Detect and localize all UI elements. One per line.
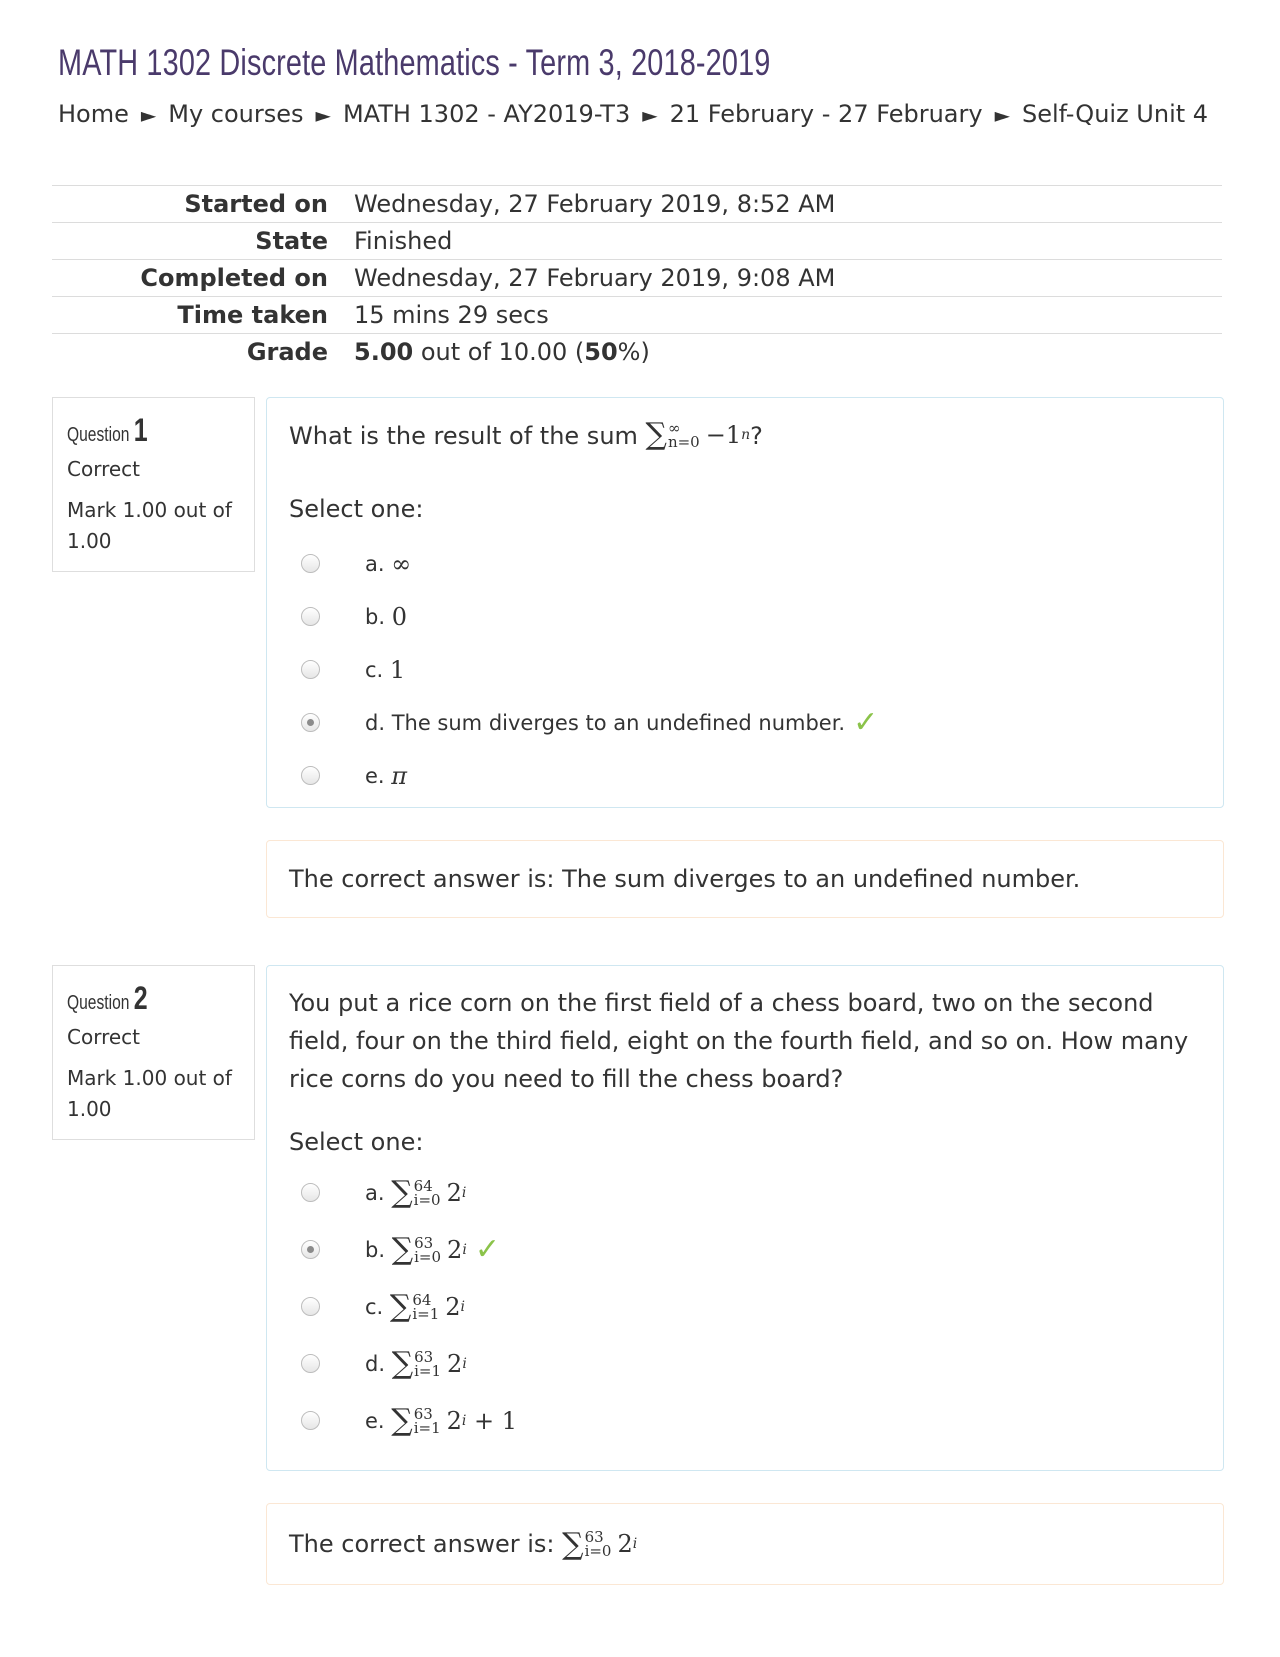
grade-out-of: out of 10.00 ( [413,338,585,366]
question-2-info [52,965,255,1140]
answer-option-c[interactable] [289,643,1201,696]
answer-option-a[interactable] [289,1164,1201,1221]
answer-option-e[interactable] [289,749,1201,802]
sum-lower: n=0 [667,433,700,451]
sum-exp: i [462,1355,467,1372]
answer-option-c[interactable] [289,1278,1201,1335]
question-text: You put a rice corn on the first field of a chess board, two on the second field, four on the third field, eight on the fourth field, and so on. How many rice corns do you need to fill the chess board? [289,989,1189,1093]
sigma-icon: ∑ [645,417,667,452]
breadcrumb-course[interactable]: MATH 1302 - AY2019-T3 [342,100,631,128]
sum-lower: i=0 [413,1190,441,1209]
sum-expression [562,1527,637,1562]
radio-d[interactable] [301,1354,320,1373]
option-text: π [391,761,408,790]
breadcrumb-separator-icon: ► [140,103,157,127]
option-letter: b. [365,604,386,629]
sigma-icon: ∑ [391,1346,414,1381]
sum-exp: i [460,1298,466,1315]
sum-expression [392,1232,467,1267]
option-letter: a. [365,1180,385,1205]
option-text: 1 [389,655,406,684]
attempt-summary-table [52,185,1222,370]
sum-term: −1 [705,421,742,449]
sigma-icon: ∑ [389,1289,412,1324]
sum-base: 2 [447,1235,463,1264]
sigma-icon: ∑ [391,1403,413,1438]
sum-upper: 63 [414,1233,434,1252]
sum-exp: i [462,1241,467,1258]
breadcrumb-separator-icon: ► [994,103,1010,127]
question-2-content [266,965,1224,1471]
sum-expression [390,1289,465,1324]
answer-option-d[interactable] [289,696,1201,749]
completed-value: Wednesday, 27 February 2019, 9:08 AM [354,264,836,292]
sum-exp: i [461,1412,467,1429]
option-letter: a. [365,551,385,576]
select-one-prompt: Select one: [289,1128,424,1156]
sum-lower: i=1 [413,1418,441,1437]
option-letter: c. [365,657,384,682]
sum-expression [646,416,751,454]
correct-check-icon: ✓ [853,704,879,740]
option-letter: c. [365,1294,384,1319]
summary-row-started [52,186,1222,223]
radio-a[interactable] [301,554,320,573]
sum-base: 2 [617,1530,633,1558]
answer-option-d[interactable] [289,1335,1201,1392]
option-text: 0 [391,602,407,631]
sum-base: 2 [446,1406,462,1435]
sum-base: 2 [445,1292,461,1321]
question-label: Question [67,992,130,1014]
question-state: Correct [67,1025,140,1049]
correct-answer-text: The correct answer is: The sum diverges to an undefined number. [289,865,1081,893]
question-number [67,980,202,1017]
question-number-value: 2 [133,980,148,1016]
sum-upper: 64 [412,1290,432,1309]
question-text [289,416,1201,455]
sum-exp: i [461,1184,467,1201]
sum-upper: 64 [413,1176,433,1195]
question-state: Correct [67,457,140,481]
option-text: The sum diverges to an undefined number. [391,710,846,735]
question-label: Question [67,424,130,446]
breadcrumb-quiz[interactable]: Self-Quiz Unit 4 [1021,100,1209,128]
question-text-prefix: What is the result of the sum [289,422,646,450]
summary-row-grade [52,334,1222,371]
radio-c[interactable] [301,1297,320,1316]
summary-row-state [52,223,1222,260]
radio-a[interactable] [301,1183,320,1202]
sum-lower: i=0 [414,1247,442,1266]
question-1-feedback [266,840,1224,918]
sum-tail: + 1 [466,1406,518,1435]
sum-upper: 63 [414,1347,434,1366]
radio-d-selected[interactable] [301,713,320,732]
sum-upper: ∞ [667,419,681,437]
question-number-value: 1 [133,412,148,448]
summary-row-completed [52,260,1222,297]
sum-expression [391,1175,466,1210]
completed-label: Completed on [140,264,328,292]
breadcrumb-home[interactable]: Home [58,100,129,128]
time-label: Time taken [177,301,328,329]
breadcrumb-my-courses[interactable]: My courses [168,100,304,128]
grade-percent: 50 [584,338,618,366]
answer-list [289,537,1201,802]
sum-lower: i=1 [414,1361,442,1380]
sum-base: 2 [446,1178,462,1207]
breadcrumb [58,100,1208,128]
question-1-content [266,397,1224,808]
option-letter: e. [365,1408,385,1433]
grade-score: 5.00 [354,338,414,366]
sum-lower: i=0 [584,1542,612,1560]
radio-c[interactable] [301,660,320,679]
sum-upper: 63 [584,1528,604,1546]
radio-b-selected[interactable] [301,1240,320,1259]
state-label: State [255,227,328,255]
answer-list [289,1164,1201,1449]
option-letter: d. [365,1351,386,1376]
sigma-icon: ∑ [562,1526,584,1562]
question-mark: Mark 1.00 out of 1.00 [67,1066,232,1121]
breadcrumb-separator-icon: ► [315,103,331,127]
option-letter: d. [365,710,386,735]
state-value: Finished [354,227,453,255]
question-2-feedback [266,1503,1224,1585]
question-1-info [52,397,255,572]
summary-row-time [52,297,1222,334]
radio-e[interactable] [301,766,320,785]
sum-expression [392,1346,467,1381]
select-one-prompt: Select one: [289,495,424,523]
question-mark: Mark 1.00 out of 1.00 [67,498,232,553]
grade-label: Grade [246,338,328,366]
question-text-suffix: ? [750,422,763,450]
breadcrumb-separator-icon: ► [642,103,658,127]
time-value: 15 mins 29 secs [354,301,549,329]
sum-lower: i=1 [412,1304,440,1323]
answer-option-e[interactable] [289,1392,1201,1449]
answer-option-a[interactable] [289,537,1201,590]
sigma-icon: ∑ [391,1232,414,1267]
grade-value [354,334,1222,371]
answer-option-b[interactable] [289,1221,1201,1278]
option-letter: b. [365,1237,386,1262]
correct-check-icon: ✓ [474,1231,500,1267]
sum-upper: 63 [413,1404,433,1423]
sum-base: 2 [447,1349,463,1378]
sum-expression [391,1403,517,1438]
option-text: ∞ [391,549,412,578]
correct-answer-prefix: The correct answer is: [289,1530,555,1558]
radio-e[interactable] [301,1411,320,1430]
option-letter: e. [365,763,385,788]
started-label: Started on [184,190,328,218]
question-number [67,412,202,449]
sigma-icon: ∑ [391,1175,413,1210]
grade-end: %) [617,338,650,366]
radio-b[interactable] [301,607,320,626]
breadcrumb-week[interactable]: 21 February - 27 February [669,100,983,128]
started-value: Wednesday, 27 February 2019, 8:52 AM [354,190,836,218]
answer-option-b[interactable] [289,590,1201,643]
page-title: MATH 1302 Discrete Mathematics - Term 3, 2018-2019 [58,42,771,83]
sum-exp: i [632,1536,638,1552]
sum-term-exp: n [741,427,751,443]
